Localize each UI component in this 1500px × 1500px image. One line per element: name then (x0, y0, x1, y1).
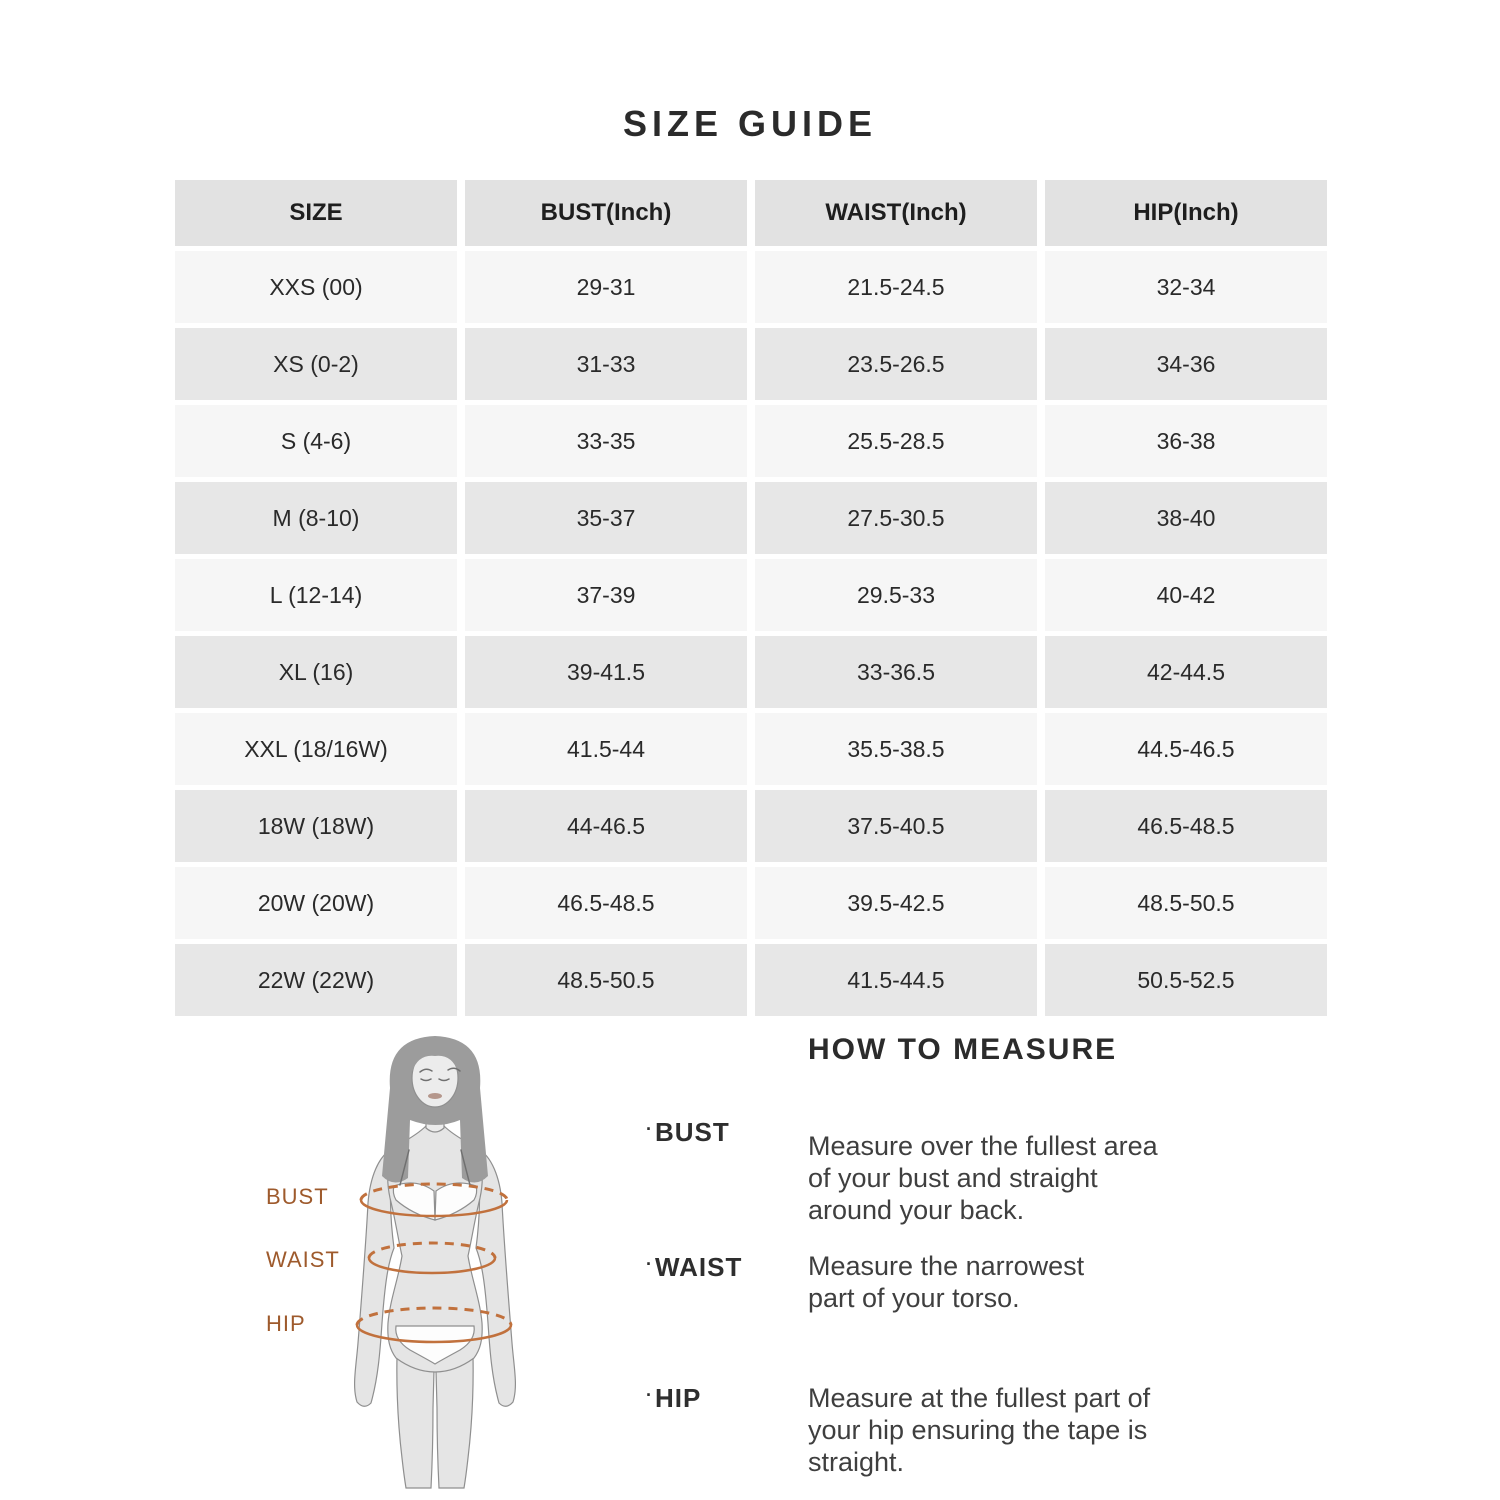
table-cell: 29.5-33 (755, 559, 1037, 631)
table-cell: 41.5-44.5 (755, 944, 1037, 1016)
table-cell: 48.5-50.5 (465, 944, 747, 1016)
table-cell: 46.5-48.5 (465, 867, 747, 939)
table-cell: 41.5-44 (465, 713, 747, 785)
column-header-size: SIZE (175, 180, 457, 246)
table-cell: 40-42 (1045, 559, 1327, 631)
measure-item-bust-label (646, 1119, 730, 1145)
table-cell: 32-34 (1045, 251, 1327, 323)
table-cell: 20W (20W) (175, 867, 457, 939)
table-cell: 50.5-52.5 (1045, 944, 1327, 1016)
measure-label-text: WAIST (655, 1252, 743, 1282)
description-line: around your back. (808, 1195, 1025, 1225)
table-cell: XL (16) (175, 636, 457, 708)
column-header-hip: HIP(Inch) (1045, 180, 1327, 246)
table-cell: 44.5-46.5 (1045, 713, 1327, 785)
column-header-bust: BUST(Inch) (465, 180, 747, 246)
table-cell: 46.5-48.5 (1045, 790, 1327, 862)
description-line: Measure at the fullest part of (808, 1383, 1151, 1413)
table-cell: 21.5-24.5 (755, 251, 1037, 323)
table-cell: 18W (18W) (175, 790, 457, 862)
description-line: of your bust and straight (808, 1163, 1098, 1193)
bullet-dot: · (646, 1254, 653, 1274)
table-cell: 39.5-42.5 (755, 867, 1037, 939)
table-cell: XS (0-2) (175, 328, 457, 400)
table-cell: 31-33 (465, 328, 747, 400)
description-line: straight. (808, 1447, 905, 1477)
table-cell: 25.5-28.5 (755, 405, 1037, 477)
measure-label-text: HIP (655, 1383, 702, 1413)
bullet-dot: · (646, 1119, 653, 1139)
figure-waist-label: WAIST (266, 1247, 340, 1272)
table-cell: 48.5-50.5 (1045, 867, 1327, 939)
table-cell: 27.5-30.5 (755, 482, 1037, 554)
measure-item-hip-description (808, 1382, 1308, 1478)
table-cell: 35.5-38.5 (755, 713, 1037, 785)
table-cell: 35-37 (465, 482, 747, 554)
size-table (175, 180, 1327, 1016)
table-cell: 23.5-26.5 (755, 328, 1037, 400)
description-line: Measure the narrowest (808, 1251, 1085, 1281)
bullet-dot: · (646, 1385, 653, 1405)
measure-label-text: BUST (655, 1117, 730, 1147)
table-cell: 42-44.5 (1045, 636, 1327, 708)
table-cell: 33-36.5 (755, 636, 1037, 708)
measure-item-hip-label (646, 1385, 701, 1411)
table-cell: 29-31 (465, 251, 747, 323)
measure-item-waist-description (808, 1250, 1308, 1314)
table-cell: M (8-10) (175, 482, 457, 554)
table-cell: 33-35 (465, 405, 747, 477)
how-to-measure-heading: HOW TO MEASURE (808, 1033, 1118, 1066)
figure-bust-label: BUST (266, 1184, 329, 1209)
body-figure-illustration (300, 1028, 580, 1490)
column-header-waist: WAIST(Inch) (755, 180, 1037, 246)
description-line: Measure over the fullest area (808, 1131, 1158, 1161)
table-cell: 34-36 (1045, 328, 1327, 400)
figure-hip-label: HIP (266, 1311, 306, 1336)
measure-item-waist-label (646, 1254, 742, 1280)
description-line: your hip ensuring the tape is (808, 1415, 1148, 1445)
table-cell: 37.5-40.5 (755, 790, 1037, 862)
table-cell: XXL (18/16W) (175, 713, 457, 785)
table-cell: 22W (22W) (175, 944, 457, 1016)
table-cell: XXS (00) (175, 251, 457, 323)
table-cell: 39-41.5 (465, 636, 747, 708)
table-cell: 37-39 (465, 559, 747, 631)
measure-item-bust-description (808, 1130, 1308, 1226)
table-cell: 36-38 (1045, 405, 1327, 477)
description-line: part of your torso. (808, 1283, 1020, 1313)
page-title: SIZE GUIDE (622, 103, 878, 144)
table-cell: 44-46.5 (465, 790, 747, 862)
table-cell: 38-40 (1045, 482, 1327, 554)
table-cell: L (12-14) (175, 559, 457, 631)
woman-silhouette-icon (300, 1028, 580, 1490)
table-cell: S (4-6) (175, 405, 457, 477)
